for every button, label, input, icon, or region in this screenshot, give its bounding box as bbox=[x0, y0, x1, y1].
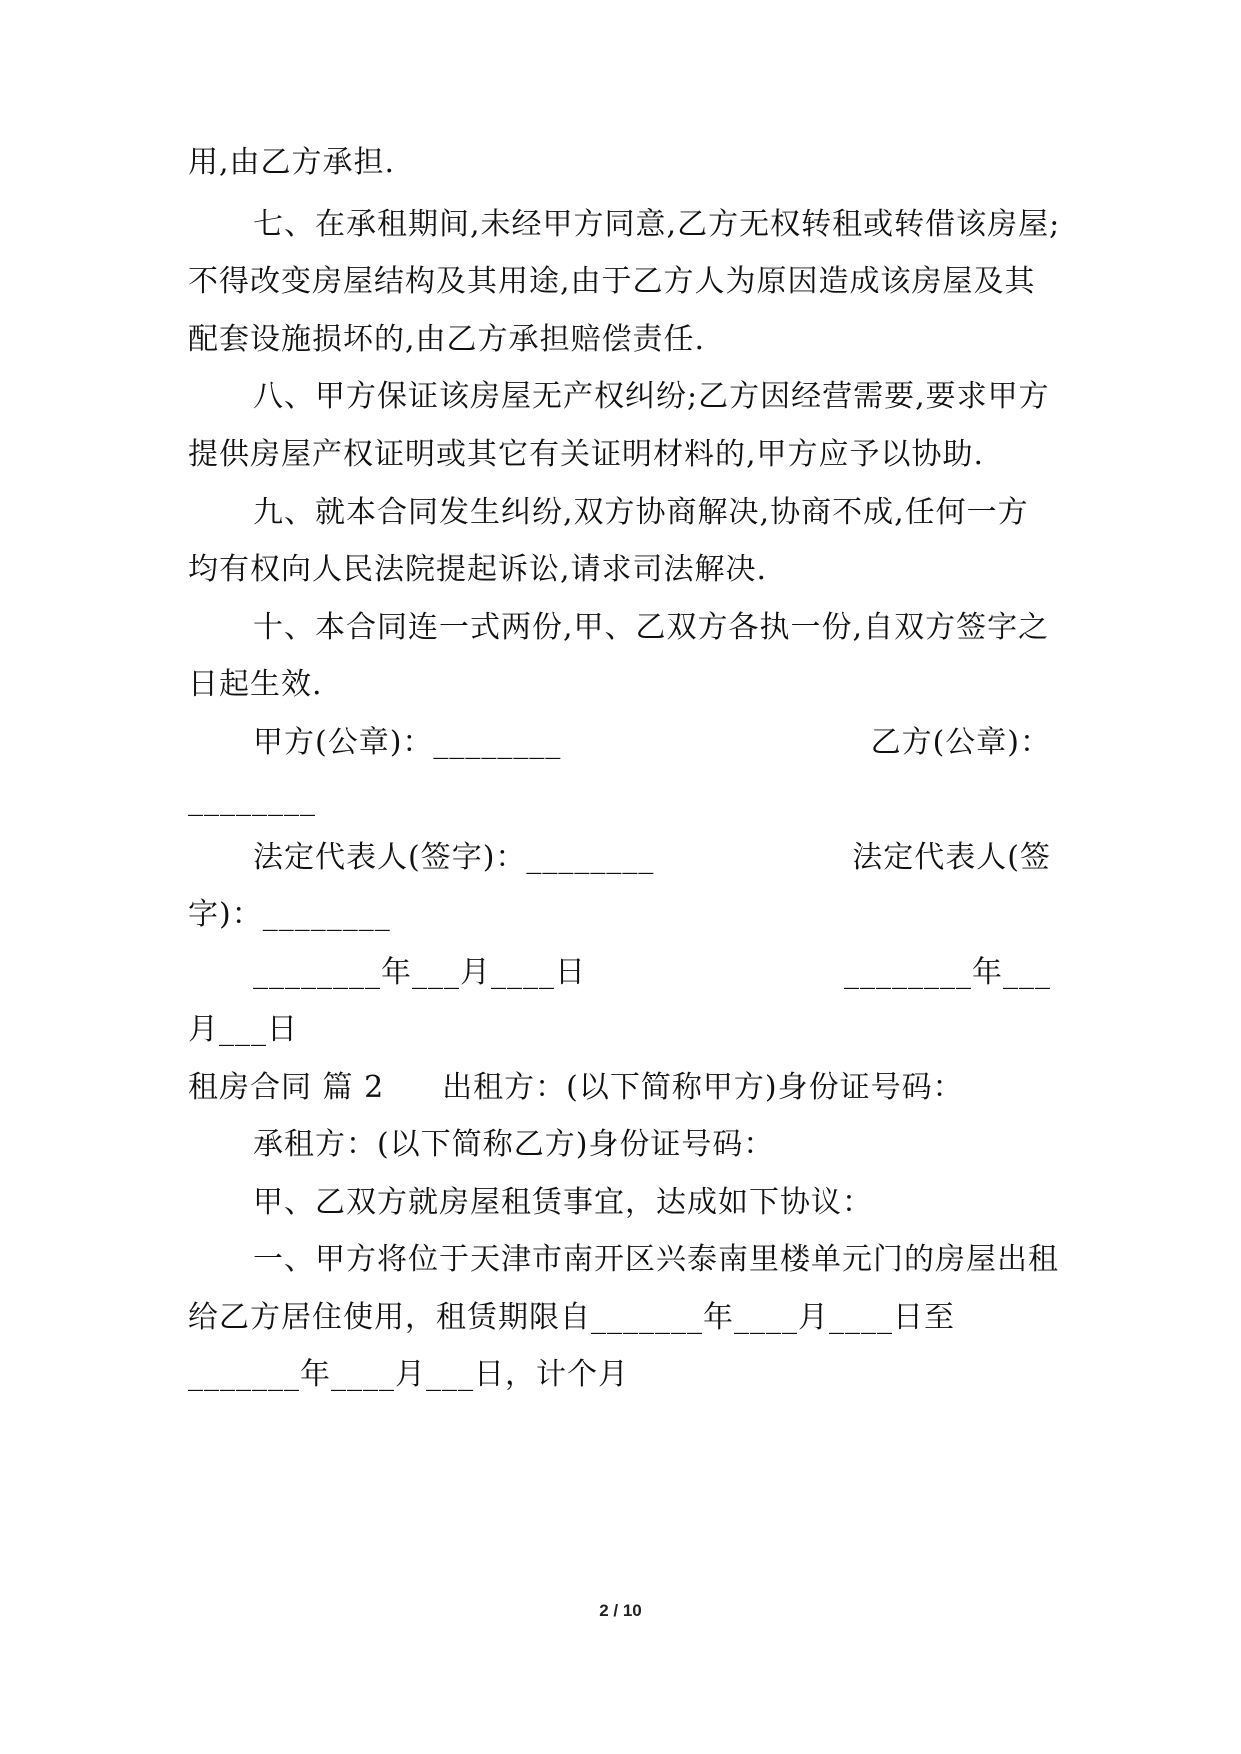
paragraph-line: 给乙方居住使用，租赁期限自_______年____月____日至 bbox=[188, 1300, 955, 1335]
party-a-representative-field: 法定代表人(签字)：________ bbox=[253, 840, 655, 875]
lessor-identity-line: 出租方：(以下简称甲方)身份证号码： bbox=[442, 1070, 964, 1105]
paragraph-line: 承租方：(以下简称乙方)身份证号码： bbox=[253, 1127, 775, 1162]
paragraph-line: 月___日 bbox=[188, 1012, 298, 1047]
representative-signature-row bbox=[253, 838, 1051, 878]
date-signature-row bbox=[253, 953, 1051, 993]
party-b-date-field: ________年___ bbox=[844, 955, 1051, 990]
seal-signature-row bbox=[253, 723, 1051, 763]
party-b-representative-field: 法定代表人(签 bbox=[852, 840, 1051, 875]
paragraph-line: 均有权向人民法院提起诉讼,请求司法解决. bbox=[188, 552, 768, 587]
party-a-seal-field: 甲方(公章)：________ bbox=[253, 725, 562, 760]
party-b-seal-field: 乙方(公章)： bbox=[870, 725, 1051, 760]
paragraph-line: 字)：________ bbox=[188, 897, 391, 932]
paragraph-line: 八、甲方保证该房屋无产权纠纷;乙方因经营需要,要求甲方 bbox=[253, 379, 1050, 414]
paragraph-line: 甲、乙双方就房屋租赁事宜，达成如下协议： bbox=[253, 1185, 873, 1220]
section-title: 租房合同 篇 2 bbox=[188, 1070, 385, 1105]
paragraph-line: 提供房屋产权证明或其它有关证明材料的,甲方应予以协助. bbox=[188, 437, 985, 472]
page-number: 2 / 10 bbox=[599, 1601, 642, 1620]
party-a-date-field: ________年___月____日 bbox=[253, 955, 586, 990]
paragraph-line: 一、甲方将位于天津市南开区兴泰南里楼单元门的房屋出租 bbox=[253, 1242, 1059, 1277]
paragraph-line: 日起生效. bbox=[188, 667, 323, 702]
paragraph-line: 不得改变房屋结构及其用途,由于乙方人为原因造成该房屋及其 bbox=[188, 264, 1036, 299]
paragraph-line: ________ bbox=[188, 782, 316, 817]
paragraph-line: 用,由乙方承担. bbox=[188, 145, 396, 180]
contract-section-heading bbox=[188, 1068, 964, 1108]
paragraph-line: 九、就本合同发生纠纷,双方协商解决,协商不成,任何一方 bbox=[253, 495, 1029, 530]
paragraph-line: 十、本合同连一式两份,甲、乙双方各执一份,自双方签字之 bbox=[253, 610, 1050, 645]
paragraph-line: _______年____月___日，计个月 bbox=[188, 1357, 629, 1392]
paragraph-line: 七、在承租期间,未经甲方同意,乙方无权转租或转借该房屋; bbox=[253, 207, 1061, 242]
paragraph-line: 配套设施损坏的,由乙方承担赔偿责任. bbox=[188, 322, 706, 357]
